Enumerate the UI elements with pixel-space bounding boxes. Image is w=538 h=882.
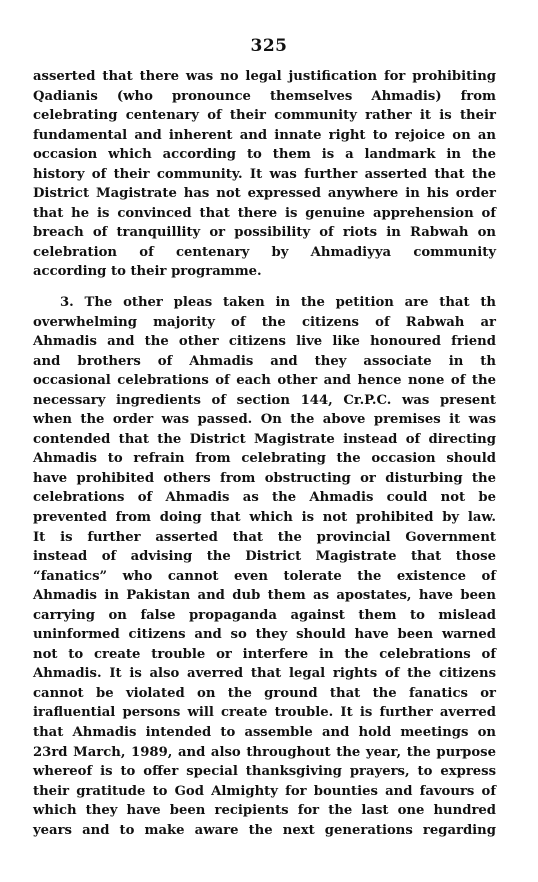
text-line: breach of tranquillity or possibility of riots in Rabwah on (33, 225, 496, 241)
text-line: celebration of centenary by Ahmadiyya community (33, 244, 496, 260)
text-line: according to their programme. (33, 264, 262, 280)
text-line: history of their community. It was further asserted that the (33, 166, 496, 182)
text-line: instead of advising the District Magistrate that those (33, 549, 496, 565)
paragraph-2 (33, 293, 496, 840)
text-line: 3. The other pleas taken in the petition are that th (60, 295, 496, 310)
text-line: and brothers of Ahmadis and they associate in th (33, 353, 496, 369)
text-line: which they have been recipients for the last one hundred (33, 803, 496, 819)
text-line: whereof is to offer special thanksgiving prayers, to express (33, 764, 496, 780)
text-line: contended that the District Magistrate instead of directing (33, 431, 496, 447)
text-line: Qadianis (who pronounce themselves Ahmadis) from (33, 88, 496, 104)
text-line: that he is convinced that there is genuine apprehension of (33, 205, 496, 221)
text-line: It is further asserted that the provincial Government (33, 529, 496, 545)
text-line: carrying on false propaganda against them to mislead (33, 607, 496, 623)
text-line: Ahmadis and the other citizens live like honoured friend (33, 334, 496, 350)
text-line: 23rd March, 1989, and also throughout the year, the purpose (33, 744, 496, 760)
text-line: cannot be violated on the ground that the fanatics or (33, 685, 496, 701)
text-line: asserted that there was no legal justification for prohibiting (33, 69, 496, 84)
text-line: years and to make aware the next generations regarding (33, 822, 496, 838)
text-line: uninformed citizens and so they should have been warned (33, 627, 496, 643)
page-number: 325 (250, 36, 288, 56)
text-line: Ahmadis to refrain from celebrating the occasion should (33, 451, 496, 467)
text-line: overwhelming majority of the citizens of Rabwah ar (33, 314, 496, 330)
text-line: “fanatics” who cannot even tolerate the existence of (33, 568, 496, 584)
text-line: that Ahmadis intended to assemble and hold meetings on (33, 725, 496, 741)
text-line: fundamental and inherent and innate right to rejoice on an (33, 127, 496, 143)
text-line: District Magistrate has not expressed anywhere in his order (33, 186, 496, 202)
text-line: irafluential persons will create trouble. It is further averred (33, 705, 496, 721)
text-line: have prohibited others from obstructing or disturbing the (33, 470, 496, 486)
text-line: their gratitude to God Almighty for bounties and favours of (33, 783, 496, 799)
text-line: celebrations of Ahmadis as the Ahmadis could not be (33, 490, 496, 506)
text-line: Ahmadis. It is also averred that legal rights of the citizens (33, 666, 496, 682)
paragraph-1 (33, 67, 496, 282)
text-line: Ahmadis in Pakistan and dub them as apostates, have been (33, 588, 496, 604)
text-line: occasional celebrations of each other and hence none of the (33, 373, 496, 389)
text-line: celebrating centenary of their community rather it is their (33, 108, 496, 124)
text-line: occasion which according to them is a landmark in the (33, 147, 496, 163)
text-line: prevented from doing that which is not prohibited by law. (33, 510, 496, 526)
text-line: necessary ingredients of section 144, Cr.P.C. was present (33, 392, 496, 408)
text-line: when the order was passed. On the above premises it was (33, 412, 496, 428)
text-line: not to create trouble or interfere in the celebrations of (33, 646, 496, 662)
